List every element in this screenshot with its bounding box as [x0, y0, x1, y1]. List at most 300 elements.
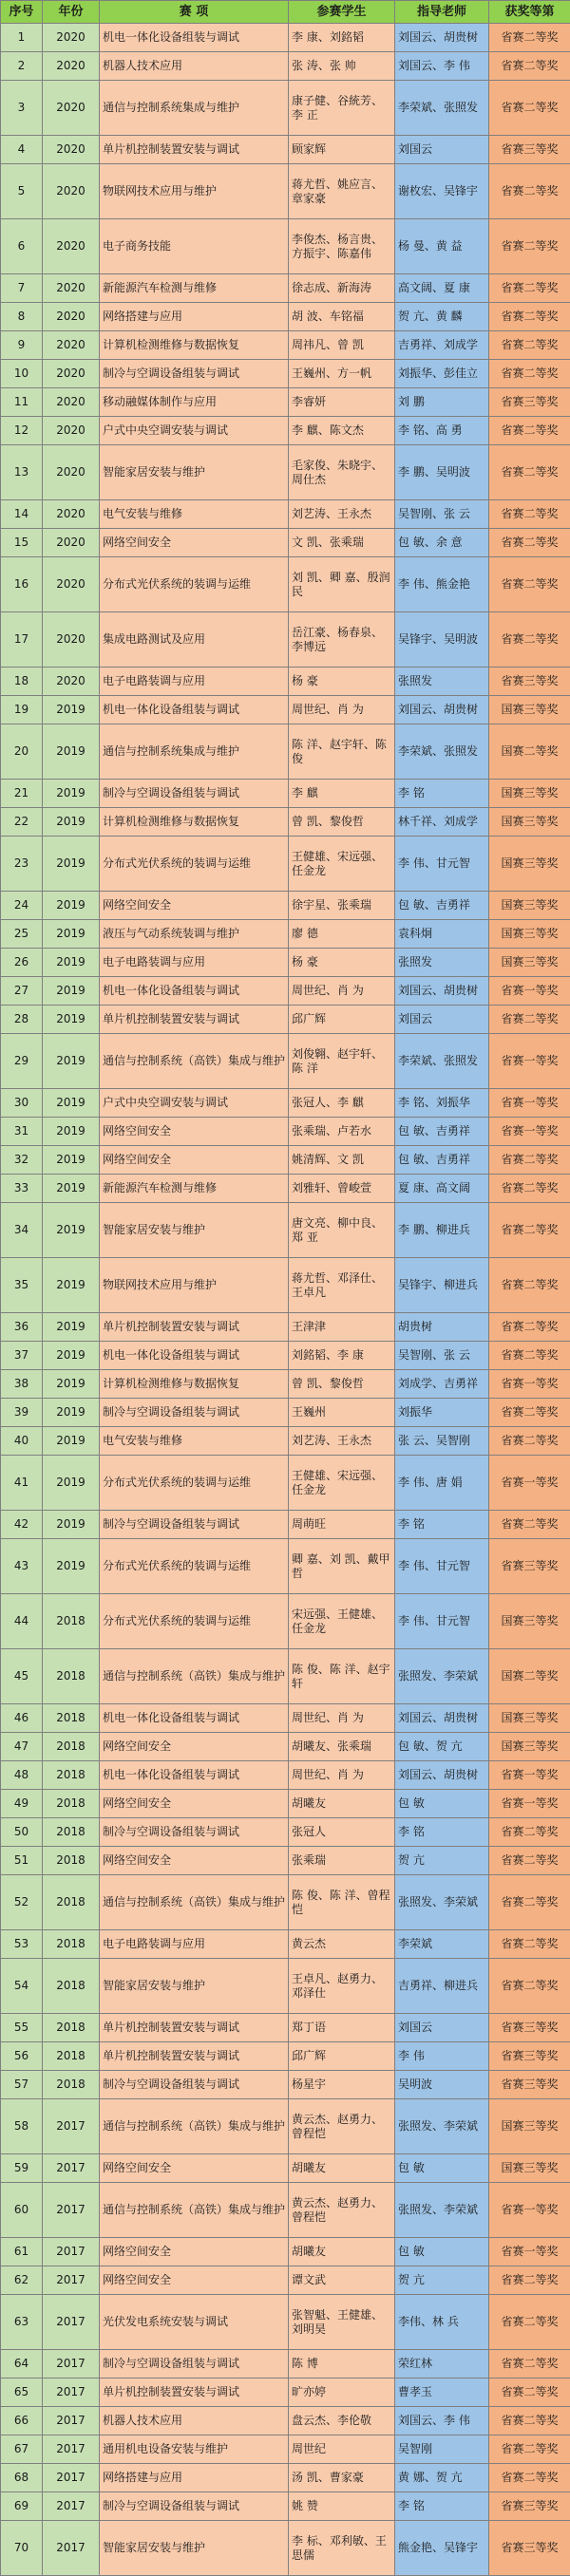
cell-index: 15 [1, 529, 43, 557]
cell-teachers: 包 敏 [395, 2154, 489, 2183]
cell-year: 2017 [43, 2295, 100, 2350]
cell-year: 2020 [43, 360, 100, 388]
cell-students: 盘云杰、李伦敬 [289, 2407, 395, 2435]
cell-index: 47 [1, 1733, 43, 1761]
cell-students: 王健雄、宋远强、任金龙 [289, 837, 395, 892]
table-row [1, 2379, 570, 2407]
table-row [1, 24, 570, 52]
cell-year: 2018 [43, 2042, 100, 2071]
cell-event: 制冷与空调设备组装与调试 [100, 1511, 289, 1539]
table-row [1, 136, 570, 164]
cell-students: 李俊杰、杨言贵、方振宇、陈嘉伟 [289, 219, 395, 274]
cell-index: 9 [1, 331, 43, 360]
cell-award: 省赛二等奖 [489, 360, 570, 388]
cell-students: 卿 嘉、刘 凯、戴甲哲 [289, 1539, 395, 1594]
cell-award: 省赛二等奖 [489, 2295, 570, 2350]
table-row [1, 1175, 570, 1203]
cell-year: 2020 [43, 557, 100, 612]
cell-teachers: 包 敏、吉勇祥 [395, 1118, 489, 1146]
cell-year: 2020 [43, 81, 100, 136]
cell-event: 通信与控制系统集成与维护 [100, 81, 289, 136]
cell-event: 计算机检测维修与数据恢复 [100, 808, 289, 837]
cell-students: 周萌旺 [289, 1511, 395, 1539]
cell-event: 智能家居安装与维护 [100, 2521, 289, 2576]
cell-students: 周祎凡、曾 凯 [289, 331, 395, 360]
cell-year: 2017 [43, 2379, 100, 2407]
cell-event: 通信与控制系统（高铁）集成与维护 [100, 1875, 289, 1930]
cell-students: 杨 豪 [289, 668, 395, 696]
cell-students: 旷亦婷 [289, 2379, 395, 2407]
cell-students: 邱广辉 [289, 2042, 395, 2071]
table-row [1, 2183, 570, 2238]
cell-students: 周世纪 [289, 2435, 395, 2464]
cell-event: 网络搭建与应用 [100, 2464, 289, 2492]
cell-index: 3 [1, 81, 43, 136]
cell-award: 省赛一等奖 [489, 2238, 570, 2266]
cell-year: 2018 [43, 1704, 100, 1733]
table-row [1, 303, 570, 331]
cell-year: 2019 [43, 1146, 100, 1175]
cell-students: 顾家辉 [289, 136, 395, 164]
cell-award: 省赛二等奖 [489, 81, 570, 136]
cell-students: 谭文武 [289, 2266, 395, 2295]
table-row [1, 331, 570, 360]
table-row [1, 1818, 570, 1847]
cell-event: 新能源汽车检测与维修 [100, 1175, 289, 1203]
cell-index: 11 [1, 388, 43, 417]
cell-teachers: 贺 亢 [395, 2266, 489, 2295]
cell-event: 单片机控制装置安装与调试 [100, 136, 289, 164]
cell-teachers: 李 伟、熊金艳 [395, 557, 489, 612]
cell-index: 26 [1, 949, 43, 977]
cell-year: 2019 [43, 1313, 100, 1342]
cell-index: 62 [1, 2266, 43, 2295]
cell-year: 2019 [43, 1006, 100, 1034]
cell-year: 2019 [43, 1456, 100, 1511]
cell-teachers: 刘国云、胡贵树 [395, 24, 489, 52]
cell-index: 43 [1, 1539, 43, 1594]
cell-index: 44 [1, 1594, 43, 1649]
table-row [1, 1761, 570, 1790]
cell-year: 2018 [43, 1594, 100, 1649]
cell-award: 省赛二等奖 [489, 2379, 570, 2407]
cell-students: 蒋尤哲、姚应言、章家豪 [289, 164, 395, 219]
cell-index: 23 [1, 837, 43, 892]
cell-event: 移动融媒体制作与应用 [100, 388, 289, 417]
cell-teachers: 刘国云、胡贵树 [395, 696, 489, 724]
cell-year: 2019 [43, 837, 100, 892]
cell-year: 2018 [43, 1847, 100, 1875]
cell-event: 机电一体化设备组装与调试 [100, 696, 289, 724]
cell-teachers: 刘国云、胡贵树 [395, 977, 489, 1006]
table-row [1, 2407, 570, 2435]
table-row [1, 1456, 570, 1511]
cell-event: 通信与控制系统（高铁）集成与维护 [100, 2183, 289, 2238]
cell-award: 国赛三等奖 [489, 1704, 570, 1733]
cell-year: 2020 [43, 24, 100, 52]
cell-index: 38 [1, 1370, 43, 1399]
cell-teachers: 吉勇祥、刘成学 [395, 331, 489, 360]
cell-index: 29 [1, 1034, 43, 1089]
cell-year: 2019 [43, 949, 100, 977]
cell-year: 2020 [43, 445, 100, 500]
cell-year: 2017 [43, 2099, 100, 2154]
cell-students: 周世纪、肖 为 [289, 977, 395, 1006]
cell-teachers: 张照发、李荣斌 [395, 1649, 489, 1704]
cell-award: 省赛一等奖 [489, 977, 570, 1006]
cell-year: 2020 [43, 529, 100, 557]
cell-event: 制冷与空调设备组装与调试 [100, 780, 289, 808]
cell-teachers: 曹孝玉 [395, 2379, 489, 2407]
cell-teachers: 李 伟 [395, 2042, 489, 2071]
cell-event: 户式中央空调安装与调试 [100, 1089, 289, 1118]
cell-index: 28 [1, 1006, 43, 1034]
cell-event: 电气安装与维修 [100, 500, 289, 529]
table-row [1, 1089, 570, 1118]
cell-index: 45 [1, 1649, 43, 1704]
cell-index: 65 [1, 2379, 43, 2407]
cell-award: 省赛二等奖 [489, 557, 570, 612]
cell-year: 2019 [43, 1399, 100, 1427]
cell-event: 机电一体化设备组装与调试 [100, 1704, 289, 1733]
cell-event: 机电一体化设备组装与调试 [100, 24, 289, 52]
cell-award: 省赛一等奖 [489, 1370, 570, 1399]
cell-teachers: 黄 娜、贺 亢 [395, 2464, 489, 2492]
cell-award: 省赛二等奖 [489, 2350, 570, 2379]
table-row [1, 1539, 570, 1594]
cell-teachers: 李 伟、甘元智 [395, 1594, 489, 1649]
table-row [1, 612, 570, 668]
cell-teachers: 吴智刚、张 云 [395, 1342, 489, 1370]
cell-students: 胡 波、车铭福 [289, 303, 395, 331]
cell-award: 省赛二等奖 [489, 1258, 570, 1313]
cell-year: 2019 [43, 1175, 100, 1203]
cell-teachers: 张照发、李荣斌 [395, 2183, 489, 2238]
cell-index: 55 [1, 2014, 43, 2042]
cell-event: 分布式光伏系统的装调与运维 [100, 557, 289, 612]
cell-index: 7 [1, 274, 43, 303]
cell-index: 36 [1, 1313, 43, 1342]
cell-award: 省赛一等奖 [489, 1761, 570, 1790]
cell-index: 22 [1, 808, 43, 837]
cell-students: 李 麒、陈文杰 [289, 417, 395, 445]
cell-index: 13 [1, 445, 43, 500]
cell-students: 徐宇星、张乘瑞 [289, 892, 395, 920]
table-row [1, 1875, 570, 1930]
cell-award: 省赛三等奖 [489, 2521, 570, 2576]
cell-award: 省赛三等奖 [489, 136, 570, 164]
cell-index: 8 [1, 303, 43, 331]
cell-teachers: 熊金艳、吴锋宇 [395, 2521, 489, 2576]
table-row [1, 949, 570, 977]
cell-teachers: 李荣斌、张照发 [395, 81, 489, 136]
cell-event: 智能家居安装与维护 [100, 1203, 289, 1258]
table-row [1, 2154, 570, 2183]
cell-index: 57 [1, 2071, 43, 2099]
cell-teachers: 李 伟、唐 娟 [395, 1456, 489, 1511]
cell-award: 省赛二等奖 [489, 274, 570, 303]
cell-teachers: 林千祥、刘成学 [395, 808, 489, 837]
cell-index: 24 [1, 892, 43, 920]
cell-event: 制冷与空调设备组装与调试 [100, 2350, 289, 2379]
cell-event: 智能家居安装与维护 [100, 1959, 289, 2014]
cell-students: 王津津 [289, 1313, 395, 1342]
table-row [1, 2492, 570, 2521]
cell-index: 34 [1, 1203, 43, 1258]
table-row [1, 1399, 570, 1427]
cell-year: 2019 [43, 1511, 100, 1539]
cell-students: 徐志成、新海涛 [289, 274, 395, 303]
cell-event: 通用机电设备安装与维护 [100, 2435, 289, 2464]
cell-award: 省赛二等奖 [489, 1342, 570, 1370]
cell-teachers: 胡贵树 [395, 1313, 489, 1342]
cell-students: 康子健、谷統芳、李 正 [289, 81, 395, 136]
cell-teachers: 刘国云、胡贵树 [395, 1761, 489, 1790]
cell-teachers: 张照发、李荣斌 [395, 1875, 489, 1930]
table-row [1, 696, 570, 724]
table-row [1, 2350, 570, 2379]
cell-event: 制冷与空调设备组装与调试 [100, 1818, 289, 1847]
cell-index: 2 [1, 52, 43, 81]
table-row [1, 2464, 570, 2492]
cell-year: 2017 [43, 2183, 100, 2238]
cell-index: 35 [1, 1258, 43, 1313]
table-row [1, 388, 570, 417]
cell-students: 胡曦友 [289, 1790, 395, 1818]
table-body [1, 24, 570, 2576]
cell-students: 张冠人 [289, 1818, 395, 1847]
cell-award: 省赛二等奖 [489, 52, 570, 81]
cell-event: 网络空间安全 [100, 1118, 289, 1146]
cell-students: 李 康、刘銘韬 [289, 24, 395, 52]
cell-teachers: 李 伟、甘元智 [395, 837, 489, 892]
cell-award: 国赛三等奖 [489, 892, 570, 920]
cell-index: 14 [1, 500, 43, 529]
cell-year: 2017 [43, 2154, 100, 2183]
cell-students: 王健雄、宋远强、任金龙 [289, 1456, 395, 1511]
table-row [1, 219, 570, 274]
cell-year: 2018 [43, 1761, 100, 1790]
cell-students: 郑丁语 [289, 2014, 395, 2042]
cell-award: 省赛一等奖 [489, 1034, 570, 1089]
cell-index: 61 [1, 2238, 43, 2266]
table-row [1, 2042, 570, 2071]
table-row [1, 920, 570, 949]
cell-students: 邱广辉 [289, 1006, 395, 1034]
cell-index: 66 [1, 2407, 43, 2435]
cell-event: 网络空间安全 [100, 2266, 289, 2295]
cell-award: 省赛三等奖 [489, 668, 570, 696]
cell-event: 机电一体化设备组装与调试 [100, 1342, 289, 1370]
cell-index: 67 [1, 2435, 43, 2464]
cell-students: 姚清辉、文 凯 [289, 1146, 395, 1175]
cell-year: 2019 [43, 920, 100, 949]
table-row [1, 1146, 570, 1175]
cell-index: 33 [1, 1175, 43, 1203]
cell-award: 省赛二等奖 [489, 445, 570, 500]
cell-teachers: 谢枚宏、吴锋宇 [395, 164, 489, 219]
cell-index: 41 [1, 1456, 43, 1511]
cell-award: 省赛二等奖 [489, 24, 570, 52]
cell-teachers: 吴明波 [395, 2071, 489, 2099]
table-row [1, 892, 570, 920]
cell-students: 廖 德 [289, 920, 395, 949]
cell-award: 省赛二等奖 [489, 1006, 570, 1034]
header-row [1, 1, 570, 24]
cell-year: 2019 [43, 696, 100, 724]
cell-students: 王卓凡、赵勇力、邓泽仕 [289, 1959, 395, 2014]
cell-event: 电子电路装调与应用 [100, 668, 289, 696]
header-students: 参赛学生 [289, 1, 395, 24]
cell-year: 2017 [43, 2492, 100, 2521]
cell-teachers: 刘 鹏 [395, 388, 489, 417]
table-row [1, 1704, 570, 1733]
cell-event: 网络搭建与应用 [100, 303, 289, 331]
cell-students: 刘艺涛、王永杰 [289, 500, 395, 529]
cell-award: 省赛一等奖 [489, 1089, 570, 1118]
cell-award: 省赛二等奖 [489, 1847, 570, 1875]
cell-event: 通信与控制系统（高铁）集成与维护 [100, 1649, 289, 1704]
cell-year: 2019 [43, 1118, 100, 1146]
cell-award: 国赛二等奖 [489, 724, 570, 780]
table-row [1, 2014, 570, 2042]
cell-teachers: 张照发 [395, 668, 489, 696]
table-row [1, 529, 570, 557]
cell-event: 集成电路测试及应用 [100, 612, 289, 668]
cell-award: 省赛二等奖 [489, 1511, 570, 1539]
cell-students: 周世纪、肖 为 [289, 1704, 395, 1733]
cell-award: 省赛二等奖 [489, 612, 570, 668]
cell-students: 唐文亮、柳中良、郑 亚 [289, 1203, 395, 1258]
cell-students: 刘銘韬、李 康 [289, 1342, 395, 1370]
cell-students: 姚 赞 [289, 2492, 395, 2521]
cell-students: 胡曦友 [289, 2154, 395, 2183]
cell-index: 21 [1, 780, 43, 808]
cell-award: 省赛三等奖 [489, 2042, 570, 2071]
cell-students: 张智魁、王健雄、刘明昊 [289, 2295, 395, 2350]
cell-year: 2020 [43, 274, 100, 303]
cell-event: 制冷与空调设备组装与调试 [100, 1399, 289, 1427]
cell-award: 国赛三等奖 [489, 837, 570, 892]
cell-index: 40 [1, 1427, 43, 1456]
table-row [1, 1427, 570, 1456]
cell-teachers: 李 鹏、柳进兵 [395, 1203, 489, 1258]
cell-students: 陈 俊、陈 洋、赵宇轩 [289, 1649, 395, 1704]
cell-index: 18 [1, 668, 43, 696]
table-row [1, 1118, 570, 1146]
cell-year: 2018 [43, 2014, 100, 2042]
cell-year: 2020 [43, 164, 100, 219]
cell-year: 2018 [43, 1875, 100, 1930]
table-row [1, 2521, 570, 2576]
cell-students: 陈 博 [289, 2350, 395, 2379]
cell-index: 42 [1, 1511, 43, 1539]
cell-students: 岳江豪、杨春泉、李博远 [289, 612, 395, 668]
cell-event: 网络空间安全 [100, 529, 289, 557]
cell-teachers: 李 铭、刘振华 [395, 1089, 489, 1118]
cell-award: 国赛三等奖 [489, 920, 570, 949]
cell-event: 分布式光伏系统的装调与运维 [100, 1594, 289, 1649]
cell-event: 通信与控制系统（高铁）集成与维护 [100, 1034, 289, 1089]
cell-index: 52 [1, 1875, 43, 1930]
cell-year: 2017 [43, 2521, 100, 2576]
cell-teachers: 刘国云、胡贵树 [395, 1704, 489, 1733]
cell-event: 新能源汽车检测与维修 [100, 274, 289, 303]
cell-award: 省赛二等奖 [489, 1930, 570, 1959]
cell-year: 2018 [43, 1649, 100, 1704]
table-row [1, 1313, 570, 1342]
cell-year: 2019 [43, 1342, 100, 1370]
cell-award: 省赛二等奖 [489, 529, 570, 557]
cell-students: 张乘瑞 [289, 1847, 395, 1875]
cell-event: 制冷与空调设备组装与调试 [100, 360, 289, 388]
cell-index: 17 [1, 612, 43, 668]
cell-index: 5 [1, 164, 43, 219]
cell-teachers: 李 伟、甘元智 [395, 1539, 489, 1594]
cell-event: 网络空间安全 [100, 892, 289, 920]
table-row [1, 1203, 570, 1258]
cell-award: 省赛二等奖 [489, 1427, 570, 1456]
cell-teachers: 吴智刚 [395, 2435, 489, 2464]
cell-students: 胡曦友 [289, 2238, 395, 2266]
table-row [1, 2099, 570, 2154]
cell-index: 27 [1, 977, 43, 1006]
cell-index: 46 [1, 1704, 43, 1733]
table-row [1, 417, 570, 445]
cell-teachers: 李伟、林 兵 [395, 2295, 489, 2350]
cell-index: 69 [1, 2492, 43, 2521]
cell-students: 刘俊翱、赵宇轩、陈 洋 [289, 1034, 395, 1089]
cell-students: 胡曦友、张乘瑞 [289, 1733, 395, 1761]
cell-students: 黄云杰 [289, 1930, 395, 1959]
cell-award: 省赛二等奖 [489, 1146, 570, 1175]
cell-award: 国赛三等奖 [489, 1594, 570, 1649]
cell-event: 网络空间安全 [100, 1847, 289, 1875]
cell-index: 63 [1, 2295, 43, 2350]
cell-year: 2020 [43, 417, 100, 445]
cell-year: 2019 [43, 1258, 100, 1313]
cell-year: 2018 [43, 1733, 100, 1761]
cell-year: 2020 [43, 331, 100, 360]
cell-teachers: 荣红林 [395, 2350, 489, 2379]
cell-award: 省赛三等奖 [489, 2014, 570, 2042]
table-row [1, 1847, 570, 1875]
cell-event: 计算机检测维修与数据恢复 [100, 1370, 289, 1399]
cell-event: 制冷与空调设备组装与调试 [100, 2071, 289, 2099]
cell-award: 国赛三等奖 [489, 808, 570, 837]
cell-index: 1 [1, 24, 43, 52]
cell-event: 单片机控制装置安装与调试 [100, 2042, 289, 2071]
header-year: 年份 [43, 1, 100, 24]
cell-award: 省赛一等奖 [489, 1456, 570, 1511]
cell-index: 49 [1, 1790, 43, 1818]
cell-year: 2019 [43, 1034, 100, 1089]
cell-event: 单片机控制装置安装与调试 [100, 1313, 289, 1342]
cell-award: 省赛二等奖 [489, 417, 570, 445]
cell-index: 25 [1, 920, 43, 949]
cell-award: 省赛三等奖 [489, 2071, 570, 2099]
table-row [1, 780, 570, 808]
cell-event: 电子商务技能 [100, 219, 289, 274]
cell-event: 智能家居安装与维护 [100, 445, 289, 500]
cell-index: 60 [1, 2183, 43, 2238]
cell-year: 2017 [43, 2464, 100, 2492]
cell-students: 汤 凯、曹家豪 [289, 2464, 395, 2492]
cell-index: 4 [1, 136, 43, 164]
cell-teachers: 包 敏 [395, 2238, 489, 2266]
cell-event: 机电一体化设备组装与调试 [100, 977, 289, 1006]
cell-teachers: 包 敏、贺 亢 [395, 1733, 489, 1761]
